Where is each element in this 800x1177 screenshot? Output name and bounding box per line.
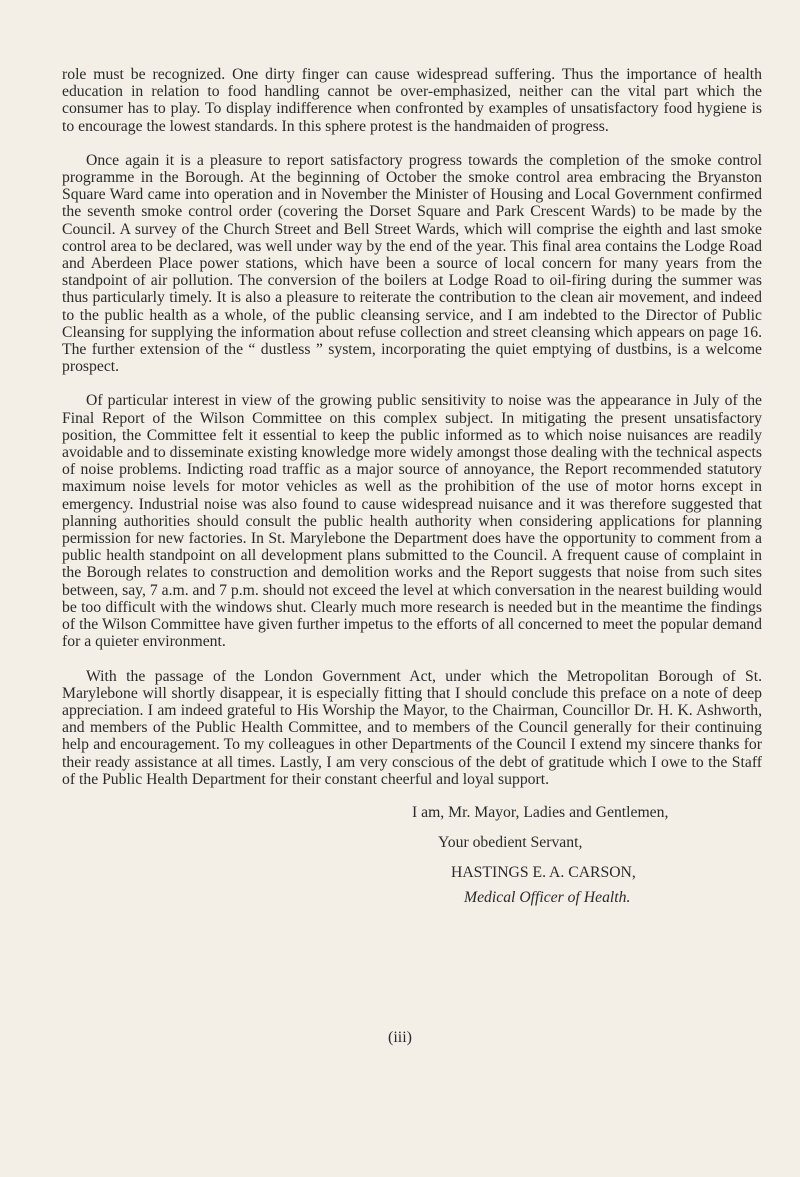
closing-salutation: I am, Mr. Mayor, Ladies and Gentlemen, bbox=[412, 803, 669, 821]
signatory-name: HASTINGS E. A. CARSON, bbox=[451, 863, 636, 881]
signatory-title: Medical Officer of Health. bbox=[464, 888, 631, 906]
document-body bbox=[62, 66, 762, 908]
paragraph-food-hygiene: role must be recognized. One dirty finger can cause widespread suffering. Thus the importance of health education in relation to food handling cannot be over-emphasized, neither can the vital part which the consumer has to play. To display indifference when confronted by examples of unsatisfactory food hygiene is to encourage the lowest standards. In this sphere protest is the handmaiden of progress. bbox=[62, 66, 762, 135]
page-number: (iii) bbox=[388, 1029, 412, 1046]
paragraph-smoke-control: Once again it is a pleasure to report satisfactory progress towards the completion of the smoke control programme in the Borough. At the beginning of October the smoke control area embracing the Bryanston Square Ward came into operation and in November the Minister of Housing and Local Government confirmed the seventh smoke control order (covering the Dorset Square and Park Crescent Wards) to be made by the Council. A survey of the Church Street and Bell Street Wards, which will comprise the eighth and last smoke control area to be declared, was well under way by the end of the year. This final area contains the Lodge Road and Aberdeen Place power stations, which have been a source of local concern for many years from the standpoint of air pollution. The conversion of the boilers at Lodge Road to oil-firing during the summer was thus particularly timely. It is also a pleasure to reiterate the contribution to the clean air movement, and indeed to the public health as a whole, of the public cleansing service, and I am indebted to the Director of Public Cleansing for supplying the information about refuse collection and street cleansing which appears on page 16. The further extension of the “ dustless ” system, incorporating the quiet emptying of dustbins, is a welcome prospect. bbox=[62, 151, 762, 376]
letter-closing bbox=[62, 798, 762, 908]
paragraph-appreciation: With the passage of the London Government Act, under which the Metropolitan Borough of St. Marylebone will shortly disappear, it is especially fitting that I should conclude this preface on a note of deep appreciation. I am indeed grateful to His Worship the Mayor, to the Chairman, Councillor Dr. H. K. Ashworth, and members of the Public Health Committee, and to members of the Council generally for their continuing help and encouragement. To my colleagues in other Departments of the Council I extend my sincere thanks for their ready assistance at all times. Lastly, I am very conscious of the debt of gratitude which I owe to the Staff of the Public Health Department for their constant cheerful and loyal support. bbox=[62, 667, 762, 788]
closing-valediction: Your obedient Servant, bbox=[438, 833, 583, 851]
paragraph-noise: Of particular interest in view of the growing public sensitivity to noise was the appearance in July of the Final Report of the Wilson Committee on this complex subject. In mitigating the present unsatisfactory position, the Committee felt it essential to keep the public informed as to which noise nuisances are readily avoidable and to disseminate existing knowledge more widely amongst those dealing with the technical aspects of noise problems. Indicting road traffic as a major source of annoyance, the Report recommended statutory maximum noise levels for motor vehicles as well as the prohibition of the use of motor horns except in emergency. Industrial noise was also found to cause widespread nuisance and it was therefore suggested that planning authorities should consult the public health authority when considering applications for planning permission for new factories. In St. Marylebone the Department does have the opportunity to comment from a public health standpoint on all development plans submitted to the Council. A frequent cause of complaint in the Borough relates to construction and demolition works and the Report suggests that noise from such sites between, say, 7 a.m. and 7 p.m. should not exceed the level at which conversation in the nearest building would be too difficult with the windows shut. Clearly much more research is needed but in the meantime the findings of the Wilson Committee have given further impetus to the efforts of all concerned to meet the popular demand for a quieter environment. bbox=[62, 392, 762, 651]
